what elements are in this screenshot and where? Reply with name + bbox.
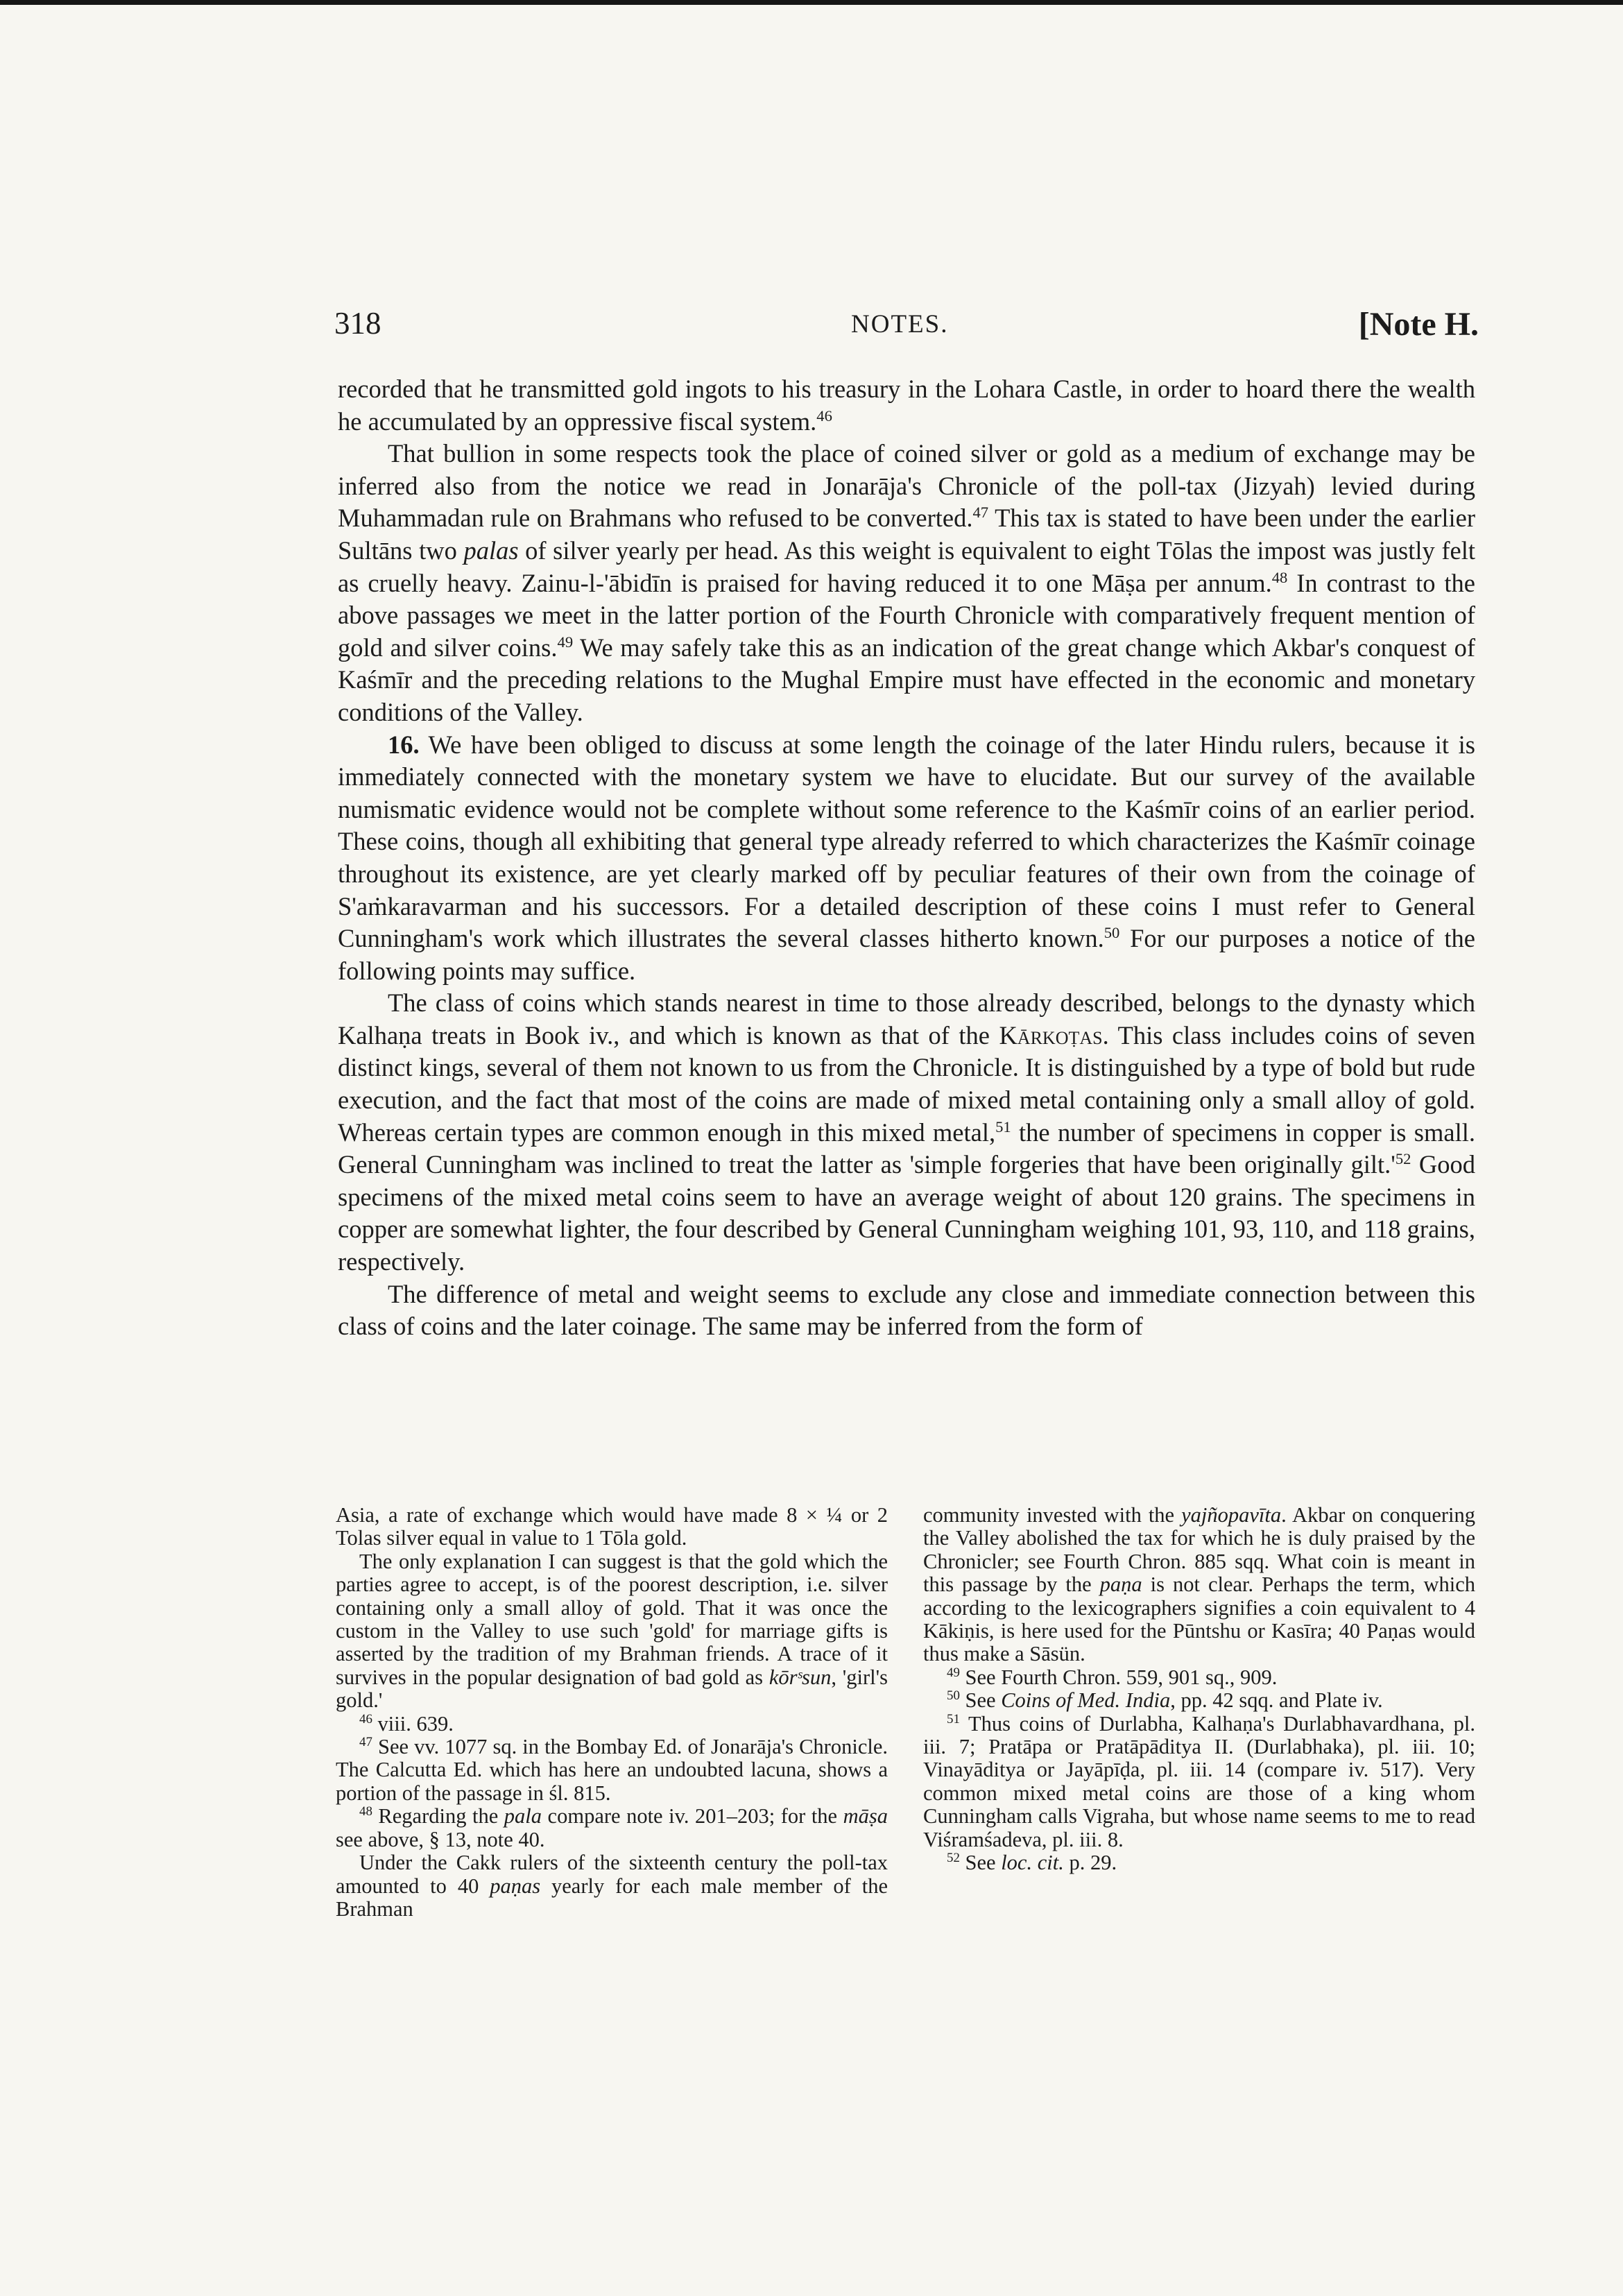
footnote-47	[336, 1736, 888, 1805]
text-run: . Akbar on conquering the Valley abolished the tax for which he is duly praised by the Chronicler; see Fourth Chron. 885 sqq. What coin is meant in this passage by the	[923, 1503, 1476, 1597]
italic-term: kōrˢsun	[768, 1665, 832, 1689]
text-run: That bullion in some respects took the place of coined silver or gold as a medium of exchange may be inferred also from the notice we read in Jonarāja's Chronicle of the poll-tax (Jizyah) levied during Muhammadan rule on Brahmans who refused to be converted.	[338, 439, 1475, 533]
footnote-continuation	[923, 1504, 1475, 1666]
running-title: NOTES.	[851, 310, 949, 339]
text-run: compare note iv. 201–203; for the	[542, 1804, 843, 1828]
text-run: See vv. 1077 sq. in the Bombay Ed. of Jonarāja's Chronicle. The Calcutta Ed. which has here an undoubted lacuna, shows a portion of the passage in śl. 815.	[336, 1735, 888, 1805]
text-run: For our purposes a notice of the following points may suffice.	[338, 924, 1475, 985]
footnote-46	[336, 1713, 888, 1736]
text-run: Thus coins of Durlabha, Kalhaṇa's Durlabhavardhana, pl. iii. 7; Pratāpa or Pratāpāditya II. (Durlabhaka), pl. iii. 10; Vinayāditya or Jayāpīḍa, pl. iii. 14 (compare iv. 517). Very common mixed metal coins are those of a king whom Cunningham calls Vigraha, but whose name seems to me to read Viśramśadeva, pl. iii. 8.	[923, 1711, 1475, 1851]
page-number: 318	[334, 306, 381, 341]
footnote-number: 52	[947, 1850, 960, 1865]
text-run: recorded that he transmitted gold ingots to his treasury in the Lohara Castle, in order to hoard there the wealth he accumulated by an oppressive fiscal system.	[338, 375, 1475, 436]
text-run: Regarding the	[372, 1804, 504, 1828]
footnote-number: 46	[359, 1711, 372, 1727]
text-run: See	[959, 1851, 1002, 1875]
text-run: Under the Cakk rulers of the sixteenth century the poll-tax amounted to 40	[336, 1851, 888, 1898]
footnotes-right-column	[923, 1504, 1475, 1875]
text-run: p. 29.	[1063, 1851, 1117, 1875]
text-run: This tax is stated to have been under the earlier Sultāns two	[338, 504, 1476, 565]
small-caps-term: Kārkoṭas	[999, 1020, 1103, 1050]
footnote-continuation	[336, 1851, 888, 1921]
text-run: , pp. 42 sqq. and Plate iv.	[1170, 1688, 1383, 1713]
italic-term: pala	[504, 1804, 542, 1828]
footnote-ref[interactable]: 51	[995, 1117, 1011, 1136]
text-run: . This class includes coins of seven distinct kings, several of them not known to us from the Chronicle. It is distinguished by a type of bold but rude execution, and the fact that most of the coins are made of mixed metal containing only a small alloy of gold. Whereas certain types are common enough in this mixed metal,	[338, 1020, 1475, 1147]
paragraph-1	[338, 373, 1475, 438]
footnote-number: 50	[947, 1688, 960, 1704]
footnote-50	[923, 1689, 1475, 1712]
page-header	[334, 305, 1479, 347]
italic-term: palas	[463, 536, 519, 565]
footnote-ref[interactable]: 48	[1271, 568, 1288, 586]
note-label: [Note H.	[1358, 306, 1479, 343]
paragraph-3	[338, 729, 1475, 988]
footnote-number: 49	[947, 1665, 960, 1680]
text-run: of silver yearly per head. As this weight is equivalent to eight Tōlas the impost was justly felt as cruelly heavy. Zainu-l-'ābidīn is praised for having reduced it to one Māṣa per annum.	[338, 536, 1475, 597]
footnote-continuation	[336, 1550, 888, 1713]
paragraph-2	[338, 438, 1475, 728]
italic-term: loc. cit.	[1001, 1851, 1064, 1875]
footnote-48	[336, 1805, 888, 1851]
text-run: is not clear. Perhaps the term, which according to the lexicographers signifies a coin equivalent to 4 Kākiṇis, is here used for the Pūntshu or Kasīra; 40 Paṇas would thus make a Sāsün.	[923, 1573, 1475, 1666]
text-run: , 'girl's gold.'	[336, 1665, 888, 1713]
text-run: viii. 639.	[372, 1711, 454, 1736]
text-run: The class of coins which stands nearest in time to those already described, belongs to the dynasty which Kalhaṇa treats in Book iv., and which is known as that of the	[338, 988, 1475, 1050]
text-run: yearly for each male member of the Brahman	[336, 1874, 888, 1921]
footnote-52	[923, 1851, 1475, 1874]
footnote-ref[interactable]: 52	[1395, 1150, 1411, 1168]
text-run: See	[959, 1688, 1002, 1713]
footnote-51	[923, 1713, 1475, 1851]
text-run: community invested with the	[923, 1503, 1182, 1527]
footnote-ref[interactable]: 49	[557, 633, 574, 651]
footnotes-left-column	[336, 1504, 888, 1921]
paragraph-4	[338, 987, 1475, 1278]
footnote-ref[interactable]: 47	[972, 504, 989, 522]
italic-term: yajñopavīta	[1181, 1503, 1282, 1527]
text-run: see above, § 13, note 40.	[336, 1827, 545, 1851]
text-run: Good specimens of the mixed metal coins seem to have an average weight of about 120 grains. The specimens in copper are somewhat lighter, the four described by General Cunningham weighing 101, 93, 110, and 118 grains, respectively.	[338, 1150, 1476, 1276]
footnote-ref[interactable]: 46	[816, 406, 832, 425]
footnote-number: 48	[359, 1804, 372, 1819]
italic-term: Coins of Med. India	[1001, 1688, 1171, 1713]
footnote-49	[923, 1666, 1475, 1689]
footnote-continuation: Asia, a rate of exchange which would have made 8 × ¼ or 2 Tolas silver equal in value to 1 Tōla gold.	[336, 1503, 888, 1550]
text-run: The difference of metal and weight seems to exclude any close and immediate connection between this class of coins and the later coinage. The same may be inferred from the form of	[338, 1279, 1475, 1341]
text-run: See Fourth Chron. 559, 901 sq., 909.	[959, 1665, 1278, 1689]
section-number: 16.	[388, 730, 420, 759]
text-run: The only explanation I can suggest is that the gold which the parties agree to accept, is of the poorest description, i.e. silver containing only a small alloy of gold. That it was once the custom in the Valley to use such 'gold' for marriage gifts is asserted by the tradition of my Brahman friends. A trace of it survives in the popular designation of bad gold as	[336, 1549, 888, 1689]
italic-term: māṣa	[843, 1804, 888, 1828]
text-run: We may safely take this as an indication of the great change which Akbar's conquest of Kaśmīr and the preceding relations to the Mughal Empire must have effected in the economic and monetary conditions of the Valley.	[338, 633, 1475, 726]
paragraph-5	[338, 1278, 1475, 1343]
footnote-number: 47	[359, 1734, 372, 1749]
footnote-number: 51	[947, 1711, 960, 1727]
italic-term: paṇas	[490, 1874, 541, 1898]
text-run: the number of specimens in copper is small. General Cunningham was inclined to treat the latter as 'simple forgeries that have been originally gilt.'	[338, 1117, 1476, 1179]
footnote-ref[interactable]: 50	[1104, 923, 1120, 941]
text-run: In contrast to the above passages we meet in the latter portion of the Fourth Chronicle with comparatively frequent mention of gold and silver coins.	[338, 568, 1475, 662]
scan-top-border	[0, 0, 1623, 5]
main-text	[338, 373, 1475, 1343]
italic-term: paṇa	[1099, 1573, 1142, 1597]
text-run: We have been obliged to discuss at some length the coinage of the later Hindu rulers, because it is immediately connected with the monetary system we have to elucidate. But our survey of the available numismatic evidence would not be complete without some reference to the Kaśmīr coins of an earlier period. These coins, though all exhibiting that general type already referred to which characterizes the Kaśmīr coinage throughout its existence, are yet clearly marked off by peculiar features of their own from the coinage of S'aṁkaravarman and his successors. For a detailed description of these coins I must refer to General Cunningham's work which illustrates the several classes hitherto known.	[338, 730, 1475, 953]
